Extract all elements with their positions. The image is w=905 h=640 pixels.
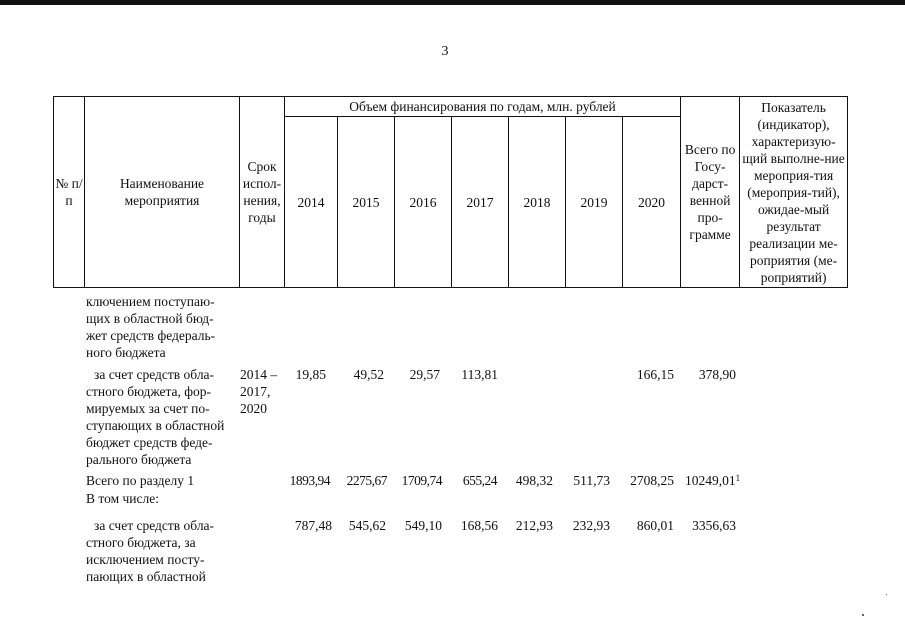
row-4-value-2020: 860,01 [636,518,674,533]
header-total: Всего по Госу-дарст-венной про-грамме [681,97,740,288]
row-2-value-2020: 2708,25 [630,473,674,488]
header-funding-group: Объем финансирования по годам, млн. рублей [285,97,681,117]
row-1-name: за счет средств обла- стного бюджета, фор- мируемых за счет по- ступающих в областной бюджет средств феде- рального бюджета [86,367,225,467]
row-4-total: 3356,63 [692,518,736,533]
header-year-2016: 2016 [395,117,452,288]
row-4-value-2016: 549,10 [404,518,442,533]
header-name: Наименование мероприятия [85,97,240,288]
row-1-term: 2014 – 2017, 2020 [240,367,278,416]
row-4-value-2014: 787,48 [294,518,332,533]
row-0-name: ключением поступаю- щих в областной бюд- жет средств федераль- ного бюджета [86,294,216,360]
row-4-name: за счет средств обла- стного бюджета, за исключением посту- пающих в областной [86,518,215,584]
header-term: Срок испол-нения, годы [240,97,285,288]
row-4-value-2017: 168,56 [460,518,498,533]
row-1-total: 378,90 [698,367,736,382]
scan-top-edge [0,0,905,5]
header-indicator: Показатель (индикатор), характеризую-щий выполне-ние мероприя-тия (мероприя-тий), ожидае-мый результат реализации ме-роприятия (ме-роприятий) [740,97,848,288]
row-2-value-2014: 1893,94 [289,473,330,488]
row-2-name: Всего по разделу 1 [86,473,195,488]
row-4-value-2019: 232,93 [572,518,610,533]
row-2-value-2019: 511,73 [573,473,610,488]
header-year-2015: 2015 [338,117,395,288]
header-year-2017: 2017 [452,117,509,288]
row-1-value-2016: 29,57 [409,367,440,382]
row-1-value-2017: 113,81 [461,367,498,382]
row-2-value-2018: 498,32 [515,473,553,488]
row-4-value-2015: 545,62 [348,518,386,533]
row-1-value-2015: 49,52 [353,367,384,382]
scan-speck [886,594,887,595]
row-4-value-2018: 212,93 [515,518,553,533]
header-year-2018: 2018 [509,117,566,288]
scan-speck [862,614,864,616]
header-year-2019: 2019 [566,117,623,288]
financing-table [53,96,848,288]
page-number: 3 [441,44,449,59]
row-2-total: 10249,01$^1$ [685,473,741,488]
header-year-2020: 2020 [623,117,681,288]
row-1-value-2014: 19,85 [295,367,326,382]
row-2-value-2017: 655,24 [462,473,497,488]
row-2-value-2015: 2275,67 [346,473,387,488]
row-2-value-2016: 1709,74 [401,473,442,488]
footnote-mark: 1 [735,473,741,483]
row-3-name: В том числе: [86,491,159,506]
row-1-value-2020: 166,15 [636,367,674,382]
header-year-2014: 2014 [285,117,338,288]
header-num: № п/п [54,97,85,288]
